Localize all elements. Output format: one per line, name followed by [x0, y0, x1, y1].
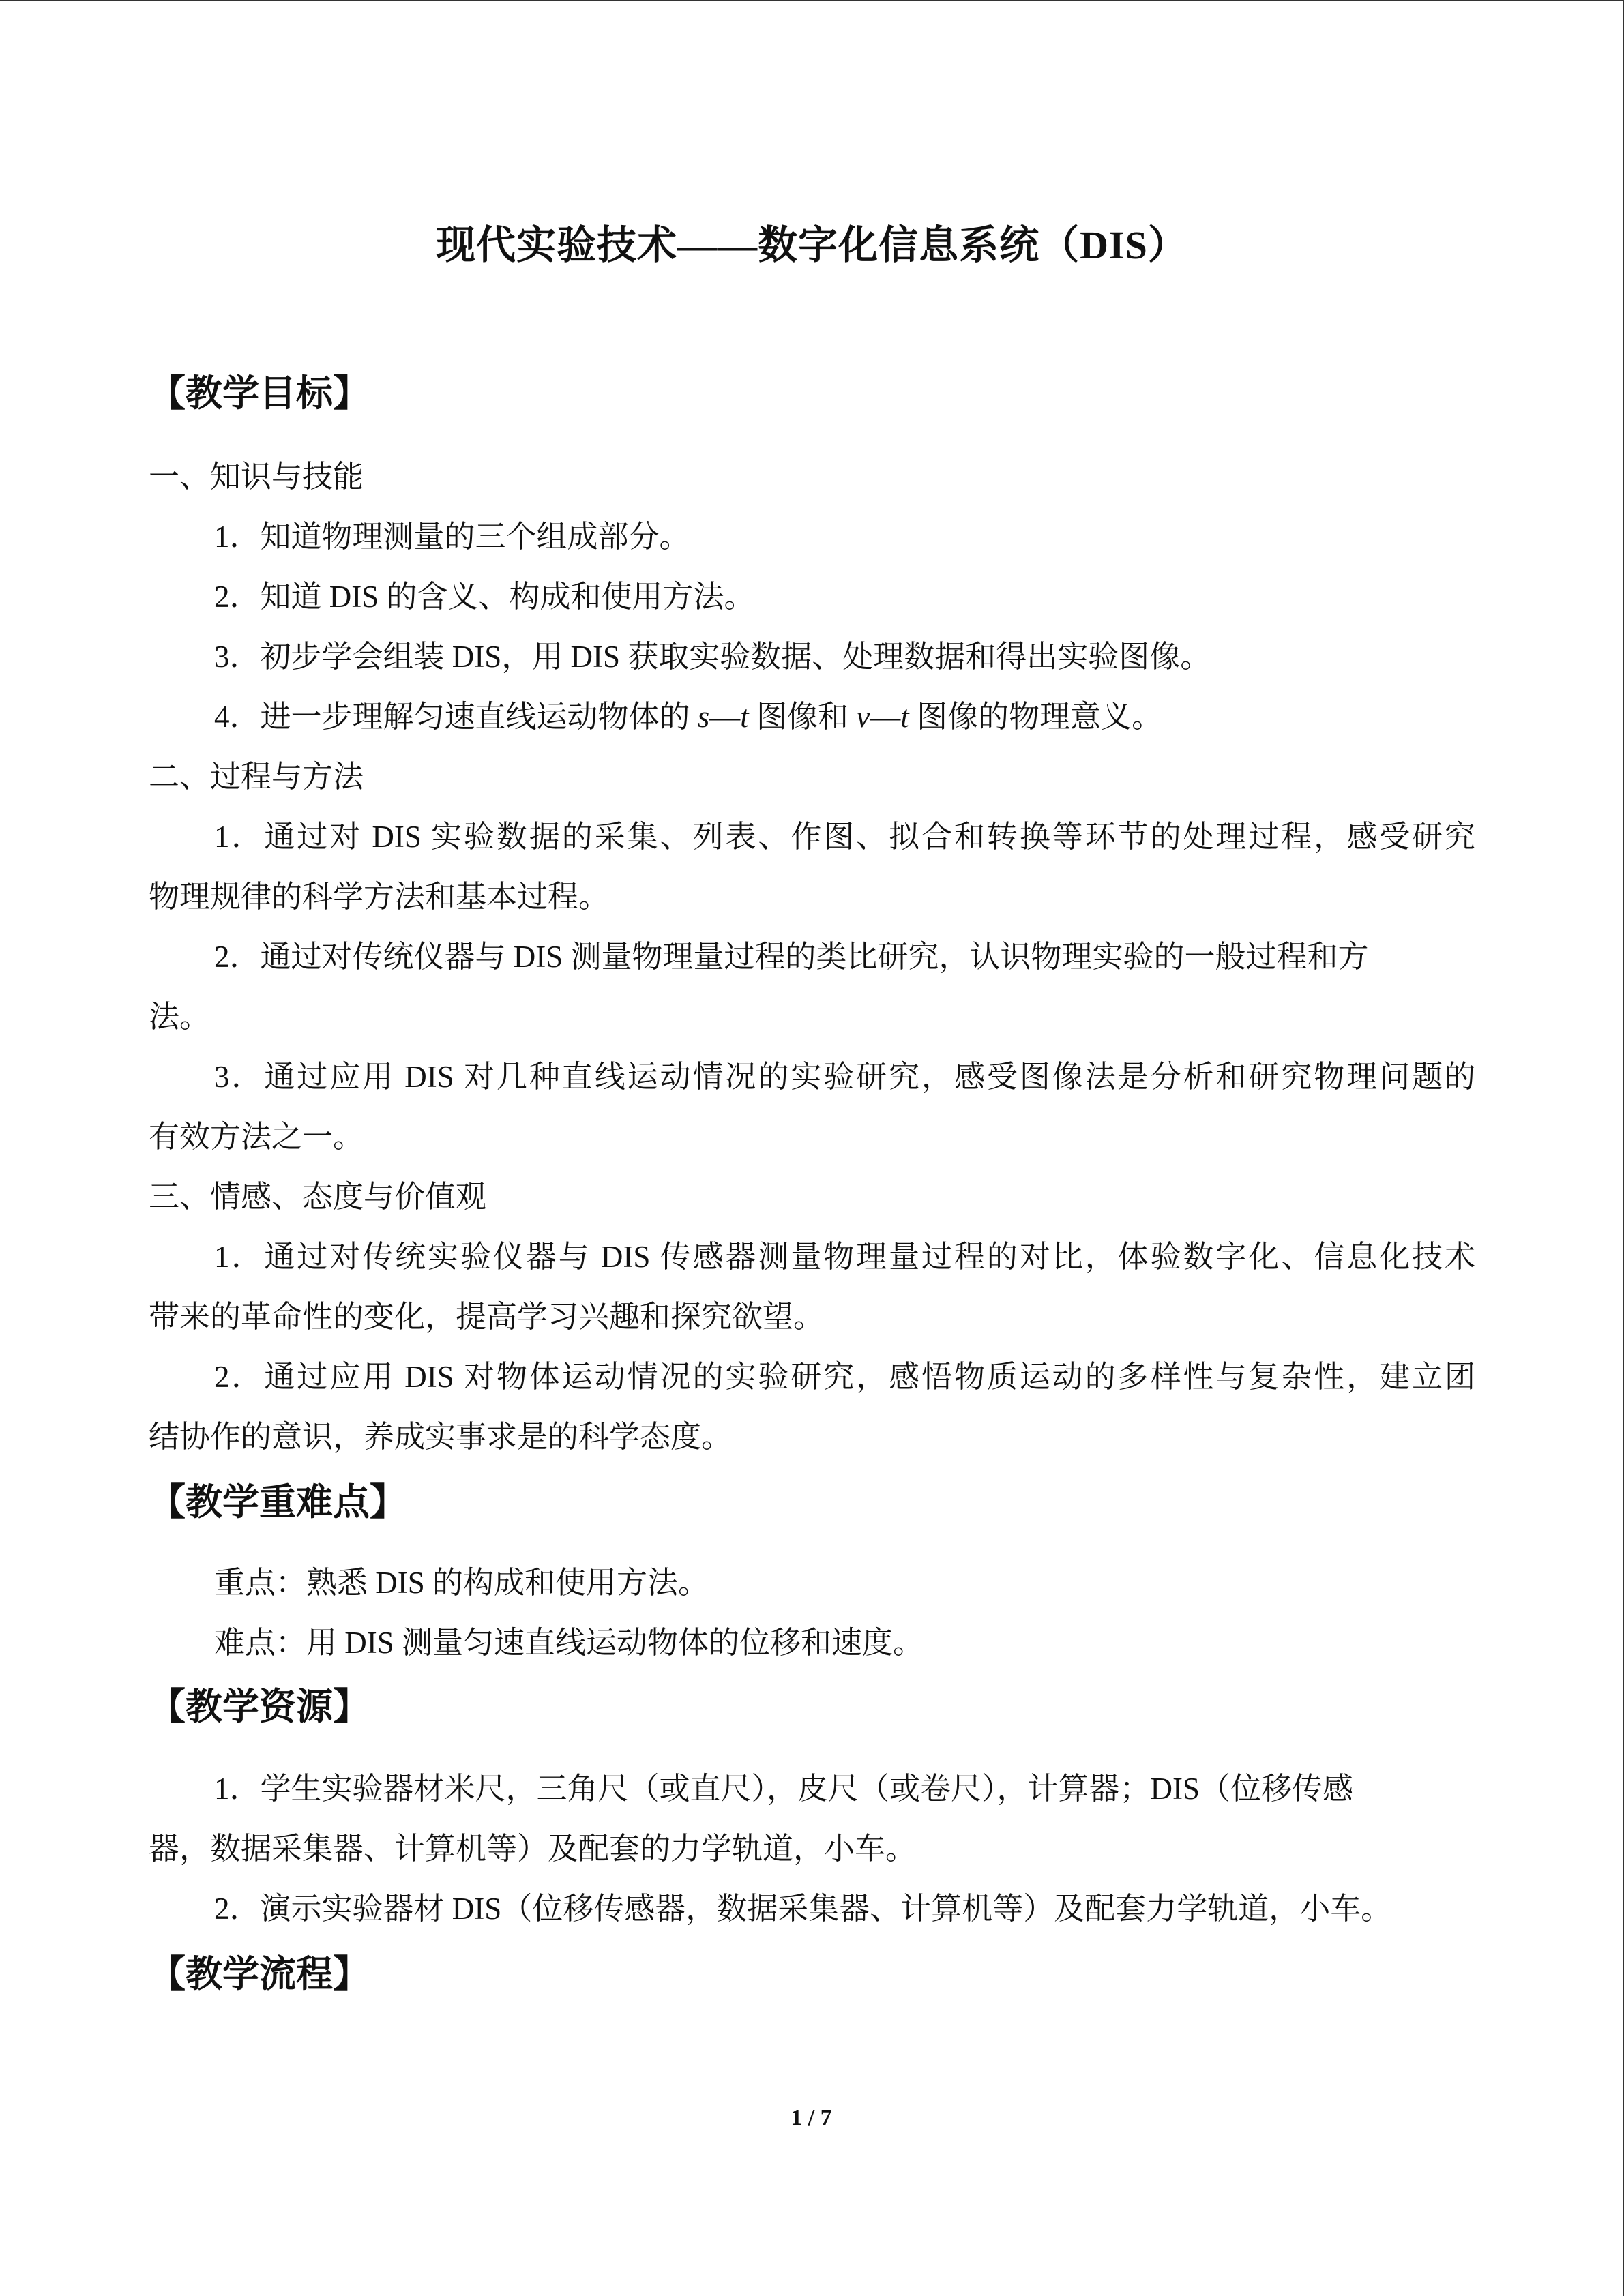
- list-item: 2．通过应用 DIS 对物体运动情况的实验研究，感悟物质运动的多样性与复杂性，建立团: [214, 1360, 1475, 1394]
- subsection-heading-values: 三、情感、态度与价值观: [149, 1180, 487, 1214]
- subsection-heading-knowledge: 一、知识与技能: [149, 460, 364, 494]
- list-item: 1．学生实验器材米尺，三角尺（或直尺），皮尺（或卷尺），计算器；DIS（位移传感: [214, 1772, 1354, 1806]
- document-title: 现代实验技术——数字化信息系统（DIS）: [436, 223, 1188, 267]
- list-item-continuation: 结协作的意识，养成实事求是的科学态度。: [149, 1420, 733, 1454]
- list-item: 1．通过对传统实验仪器与 DIS 传感器测量物理量过程的对比，体验数字化、信息化技术: [214, 1240, 1475, 1274]
- subsection-heading-process: 二、过程与方法: [149, 760, 364, 794]
- variable-v: v: [856, 700, 870, 734]
- list-item-continuation: 带来的革命性的变化，提高学习兴趣和探究欲望。: [149, 1300, 825, 1334]
- list-item-continuation: 法。: [149, 1000, 211, 1034]
- list-item: 2．通过对传统仪器与 DIS 测量物理量过程的类比研究，认识物理实验的一般过程和方: [214, 940, 1369, 974]
- key-point: 重点：熟悉 DIS 的构成和使用方法。: [214, 1566, 709, 1600]
- list-item: 1．知道物理测量的三个组成部分。: [214, 520, 690, 554]
- section-heading-process: 【教学流程】: [149, 1954, 370, 1995]
- page-number: 1 / 7: [791, 2105, 832, 2130]
- variable-t: t: [900, 700, 909, 734]
- list-item-continuation: 物理规律的科学方法和基本过程。: [149, 880, 610, 914]
- section-heading-key-points: 【教学重难点】: [149, 1482, 407, 1523]
- list-item: 3．初步学会组装 DIS，用 DIS 获取实验数据、处理数据和得出实验图像。: [214, 640, 1211, 674]
- list-item-continuation: 有效方法之一。: [149, 1120, 364, 1154]
- difficult-point: 难点：用 DIS 测量匀速直线运动物体的位移和速度。: [214, 1626, 924, 1660]
- list-item-text: 图像和: [748, 700, 857, 734]
- list-item-graph-meaning: [214, 691, 1541, 736]
- list-item-continuation: 器，数据采集器、计算机等）及配套的力学轨道，小车。: [149, 1832, 917, 1866]
- variable-t: t: [740, 700, 749, 734]
- list-item: 2．知道 DIS 的含义、构成和使用方法。: [214, 580, 755, 614]
- list-item-text: 图像的物理意义。: [909, 700, 1163, 734]
- list-item: 2．演示实验器材 DIS（位移传感器，数据采集器、计算机等）及配套力学轨道，小车。: [214, 1892, 1392, 1926]
- list-item: 1．通过对 DIS 实验数据的采集、列表、作图、拟合和转换等环节的处理过程，感受研究: [214, 820, 1475, 854]
- dash: —: [709, 700, 741, 734]
- list-item-text: 4．进一步理解匀速直线运动物体的: [214, 700, 698, 734]
- dash: —: [870, 700, 901, 734]
- variable-s: s: [697, 700, 710, 734]
- list-item: 3．通过应用 DIS 对几种直线运动情况的实验研究，感受图像法是分析和研究物理问题的: [214, 1060, 1475, 1094]
- section-heading-resources: 【教学资源】: [149, 1686, 370, 1727]
- section-heading-objectives: 【教学目标】: [149, 373, 370, 414]
